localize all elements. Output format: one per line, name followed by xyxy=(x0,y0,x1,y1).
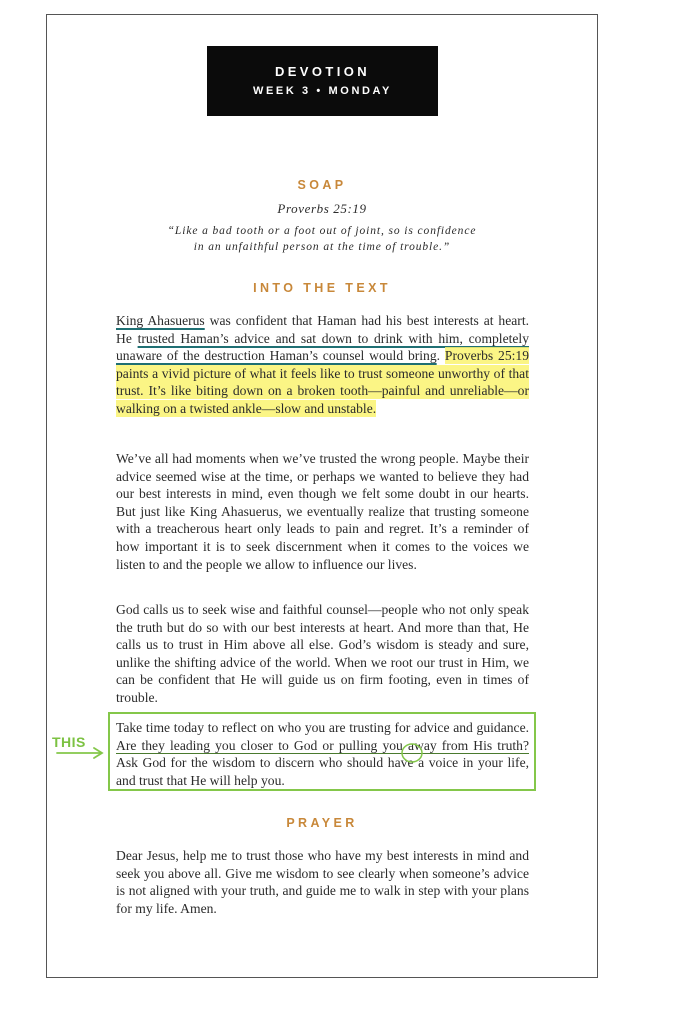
prayer-text: Dear Jesus, help me to trust those who have my best interests in mind and seek you above all. Give me wisdom to see clearly when someone’s advice is not aligned with your truth, and guide me to walk in step with your plans for my life. Amen. xyxy=(116,848,529,916)
p4-text: Take time today to reflect on who you are trusting for advice and guidance. xyxy=(116,720,529,735)
paragraph-2: We’ve all had moments when we’ve trusted the wrong people. Maybe their advice seemed wise at the time, or perhaps we wanted to believe they had our best interests in mind, even though we felt some doubt in our hearts. But just like King Ahasuerus, we eventually realize that trusting someone with a treacherous heart only leads to pain and regret. It’s a reminder of how important it is to seek discernment when it comes to the voices we listen to and the people we allow to influence our lives. xyxy=(116,451,529,572)
into-the-text-heading: INTO THE TEXT xyxy=(253,281,391,295)
prayer-heading: PRAYER xyxy=(286,816,358,830)
paragraph-1 xyxy=(116,312,529,418)
p1-text: was confident that Haman had his best interests at heart. He xyxy=(116,313,529,346)
soap-heading: SOAP xyxy=(297,178,347,192)
header-title: DEVOTION xyxy=(274,64,371,79)
underline-king: King Ahasuerus xyxy=(116,313,205,328)
header-subtitle: WEEK 3 • MONDAY xyxy=(252,85,392,97)
devotion-header xyxy=(207,46,438,116)
quote-line-1: “Like a bad tooth or a foot out of joint, so is confidence xyxy=(167,225,477,237)
quote-line-2: in an unfaithful person at the time of trouble.” xyxy=(193,241,451,253)
paragraph-3: God calls us to seek wise and faithful counsel—people who not only speak the truth but do so with our best interests at heart. And more than that, He calls us to trust in Him above all else. God’s wisdom is steady and sure, unlike the shifting advice of the world. When we root our trust in Him, we can be confident that He will guide us on firm footing, even in times of trouble. xyxy=(116,602,529,705)
highlighted-proverbs: Proverbs 25:19 paints a vivid picture of what it feels like to trust someone unworthy of that trust. It’s like biting down on a broken tooth—painful and unreliable—or walking on a twisted ankle—slow and unstable. xyxy=(116,348,530,416)
arrow-right-icon xyxy=(56,746,108,760)
underline-question: Are they leading you closer to God or pulling you away from His truth? xyxy=(116,737,529,753)
p1-period: . xyxy=(436,348,445,364)
scripture-quote xyxy=(46,223,598,255)
underline-trusted: trusted Haman’s advice and sat down to drink with him, completely unaware of the destruction Haman’s counsel would bring xyxy=(116,330,530,364)
circle-mark-icon xyxy=(400,742,424,764)
paragraph-4 xyxy=(116,719,529,789)
p4-rest: Ask God for the wisdom to discern who should have a voice in your life, and trust that He will help you. xyxy=(116,755,529,788)
scripture-reference: Proverbs 25:19 xyxy=(277,201,367,216)
margin-note: THIS xyxy=(52,734,86,750)
